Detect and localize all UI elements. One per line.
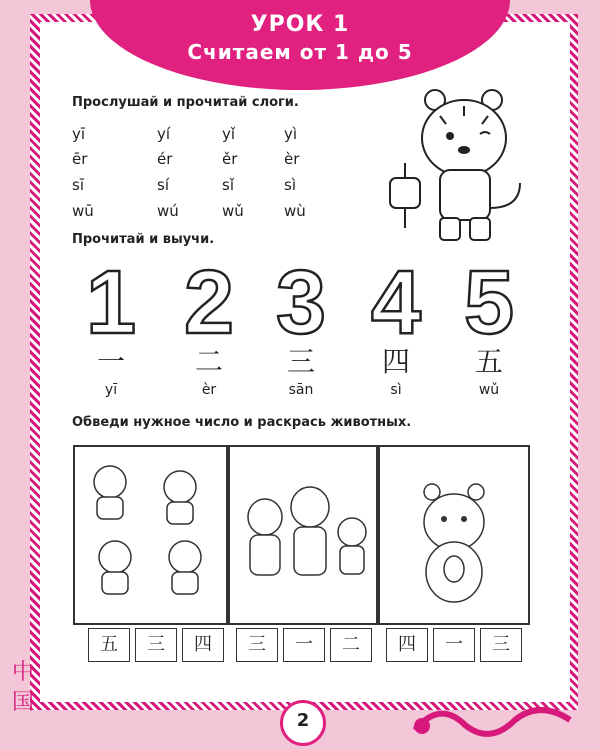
answer-box[interactable]: 四	[386, 628, 428, 662]
digit-four	[365, 255, 427, 345]
page-number: 2	[280, 700, 326, 746]
answer-box[interactable]: 三	[135, 628, 177, 662]
syllable: ér	[157, 150, 173, 168]
hanzi-two: 二	[194, 345, 223, 378]
lesson-subtitle: Считаем от 1 до 5	[187, 40, 413, 64]
syllable: sí	[157, 176, 169, 194]
panel-dogs	[228, 445, 378, 625]
answer-box[interactable]: 二	[330, 628, 372, 662]
pinyin-one: yī	[104, 382, 118, 398]
instruction-trace: Обведи нужное число и раскрась животных.	[72, 415, 412, 430]
instruction-learn: Прочитай и выучи.	[72, 232, 215, 247]
syllable: wù	[284, 202, 306, 220]
digit-one-glyph: 1	[85, 255, 137, 345]
syllable: yí	[157, 125, 171, 143]
syllable: èr	[284, 150, 300, 168]
digit-five-glyph: 5	[463, 255, 515, 345]
panel-cats	[73, 445, 228, 625]
dragon-decoration	[410, 690, 580, 745]
answer-box[interactable]: 五	[88, 628, 130, 662]
instruction-listen: Прослушай и прочитай слоги.	[72, 95, 299, 110]
digit-three-glyph: 3	[275, 255, 327, 345]
cats-illustration	[75, 447, 225, 622]
answer-box[interactable]: 一	[283, 628, 325, 662]
syllable: yì	[284, 125, 298, 143]
pinyin-four: sì	[390, 382, 402, 398]
digit-two-glyph: 2	[183, 255, 235, 345]
hanzi-five: 五	[474, 345, 503, 378]
digit-two	[178, 255, 240, 345]
syllable: wú	[157, 202, 179, 220]
dogs-illustration	[230, 447, 376, 622]
syllable: ěr	[222, 150, 238, 168]
syllable: sǐ	[222, 176, 234, 194]
panel-hamster	[378, 445, 530, 625]
hamster-illustration	[380, 447, 528, 622]
digit-five	[458, 255, 520, 345]
answer-box[interactable]: 四	[182, 628, 224, 662]
syllable: wū	[72, 202, 94, 220]
pinyin-five: wǔ	[478, 382, 500, 398]
answer-box[interactable]: 三	[480, 628, 522, 662]
hanzi-three: 三	[286, 345, 315, 378]
side-char-zhong: 中	[12, 660, 35, 685]
syllable: yī	[72, 125, 86, 143]
syllable: yǐ	[222, 125, 236, 143]
side-char-guo: 国	[12, 690, 35, 715]
digit-four-glyph: 4	[370, 255, 422, 345]
syllable: sī	[72, 176, 84, 194]
pinyin-two: èr	[201, 382, 217, 398]
syllable: wǔ	[222, 202, 244, 220]
digit-one	[80, 255, 142, 345]
tiger-illustration	[380, 88, 530, 248]
syllable: ēr	[72, 150, 88, 168]
pinyin-three: sān	[288, 382, 314, 398]
syllable: sì	[284, 176, 296, 194]
answer-box[interactable]: 一	[433, 628, 475, 662]
hanzi-four: 四	[381, 345, 410, 378]
lesson-title: УРОК 1	[250, 12, 350, 37]
answer-box[interactable]: 三	[236, 628, 278, 662]
hanzi-one: 一	[96, 345, 125, 378]
digit-three	[270, 255, 332, 345]
